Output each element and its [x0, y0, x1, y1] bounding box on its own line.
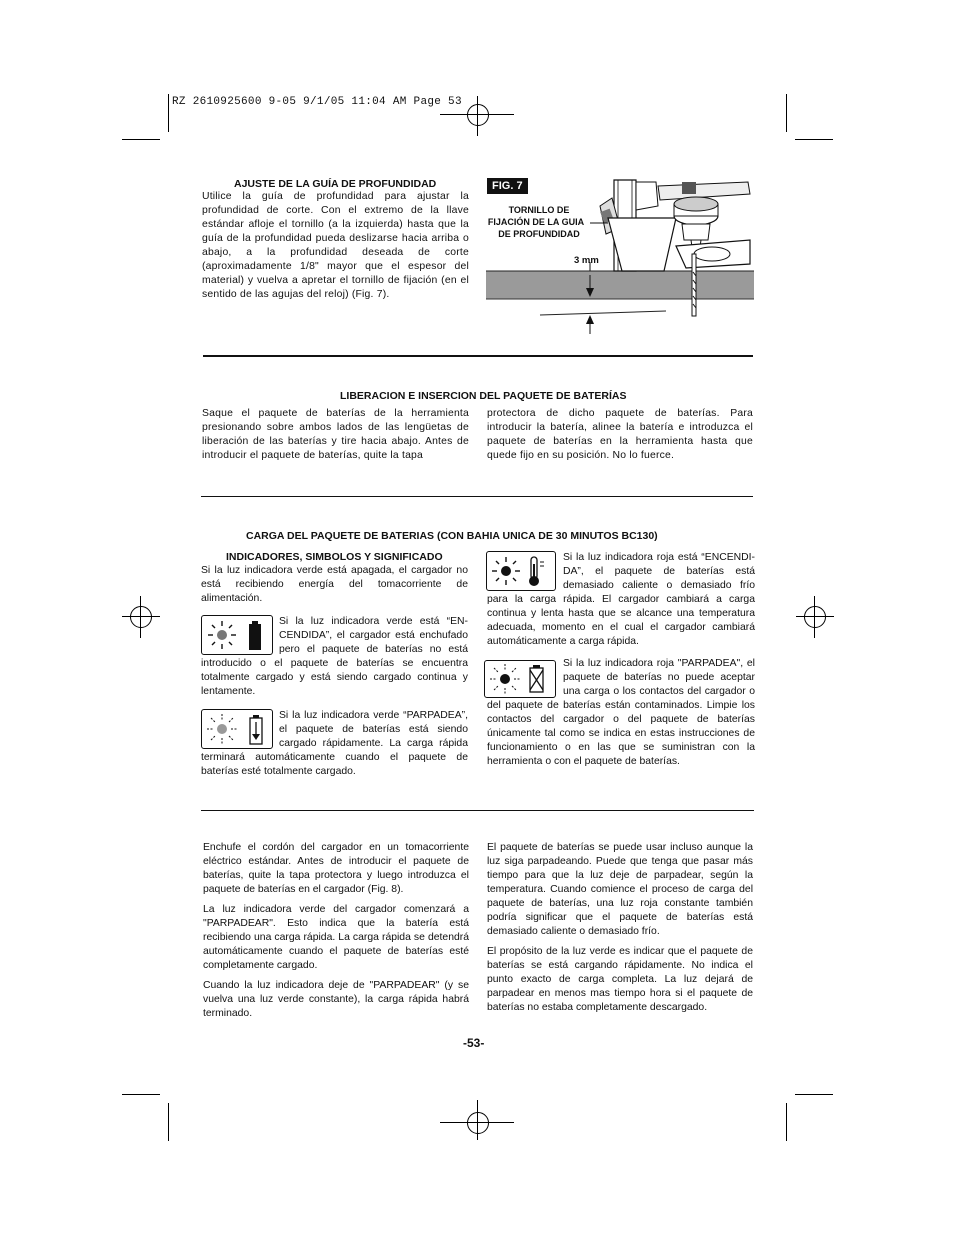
red-on-text: [487, 551, 755, 649]
registration-mark: [467, 1112, 489, 1134]
crop-mark: [795, 139, 833, 140]
release-right-column: protectora de dicho paquete de baterías. Para introducir la batería, alinee la batería e introduzca el paquete de baterías en la herramienta hasta que quede fijo en su posición. No lo fuerce.: [487, 408, 753, 461]
green-blink-description: Si la luz indicadora verde “PARPADEA”, el paquete de baterías está siendo cargado rápidamente. La carga rápida terminará automáticamente cuando el paquete de baterías esté totalmente cargado.: [201, 710, 468, 777]
section-divider: [201, 810, 754, 811]
green-on-description: Si la luz indicadora verde está “EN-CENDIDA”, el cargador está enchufado pero el paquete de baterías no está introducido o el paquete de baterías se encuentra totalmente cargado y está siendo cargado continua y lentamente.: [201, 616, 468, 697]
screw-label-line-1: TORNILLO DE: [508, 205, 570, 215]
release-heading: LIBERACION E INSERCION DEL PAQUETE DE BATERÍAS: [340, 390, 627, 402]
page-number: -53-: [463, 1036, 485, 1050]
print-slug: RZ 2610925600 9-05 9/1/05 11:04 AM Page 53: [172, 96, 462, 108]
crop-mark: [786, 94, 787, 132]
screw-label-line-3: DE PROFUNDIDAD: [498, 229, 580, 239]
paragraph: El propósito de la luz verde es indicar que el paquete de baterías se está cargando rápidamente. No indica el punto exacto de carga completa. La luz dejará de parpadear en menos mas tiempo hora si el paquete de baterías no estaba completamente descargado.: [487, 946, 753, 1013]
bottom-left-column: [203, 841, 469, 1021]
paragraph: La luz indicadora verde del cargador comenzará a "PARPADEAR". Esto indica que la batería está recibiendo una carga rápida. La carga rápida se detendrá automáticamente cuando el paquete de baterías esté completamente cargado.: [203, 904, 469, 971]
charge-heading: CARGA DEL PAQUETE DE BATERIAS (CON BAHIA UNICA DE 30 MINUTOS BC130): [246, 530, 658, 542]
red-blink-text: [487, 657, 755, 769]
crop-mark: [786, 1103, 787, 1141]
paragraph: El paquete de baterías se puede usar incluso aunque la luz siga parpadeando. Puede que tenga que pasar más tiempo para que la luz deje de parpadear, según la temperatura. Cuando comience el proceso de carga del paquete de baterías, una luz roja constante también podría significar que el paquete de baterías está demasiado caliente o demasiado frío.: [487, 842, 753, 937]
indicators-subheading: INDICADORES, SIMBOLOS Y SIGNIFICADO: [226, 551, 443, 563]
green-blink-text: [201, 709, 468, 779]
registration-mark: [804, 606, 826, 628]
green-off-text: Si la luz indicadora verde está apagada, el cargador no está recibiendo energía del tomacorriente de alimentación.: [201, 565, 468, 604]
figure-label: FIG. 7: [487, 178, 528, 194]
section-divider: [201, 496, 753, 497]
red-blink-description: Si la luz indicadora roja "PARPADEA", el paquete de baterías no puede aceptar una carga o los contactos del cargador o del paquete de baterías están contaminados. Limpie los contactos del cargador o del paquete de baterías únicamente tal como se indica en estas instrucciones de funcionamiento o en las que se suministran con la herramienta o con el paquete de baterías.: [487, 658, 755, 767]
crop-mark: [168, 1103, 169, 1141]
paragraph: Cuando la luz indicadora deje de "PARPADEAR" (y se vuelva una luz verde constante), la carga rápida habrá terminado.: [203, 980, 469, 1019]
crop-mark: [168, 94, 169, 132]
section-divider: [203, 355, 753, 357]
screw-label-line-2: FIJACIÓN DE LA GUIA: [487, 217, 585, 227]
crop-mark: [122, 1094, 160, 1095]
release-left-column: Saque el paquete de baterías de la herramienta presionando sobre ambos lados de las lengüetas de liberación de las baterías y tire hacia abajo. Antes de introducir el paquete de baterías, quite la tapa: [202, 408, 469, 461]
depth-body: Utilice la guía de profundidad para ajustar la profundidad de corte. Con el extremo de la llave estándar afloje el tornillo (a la izquierda) hasta que la guía de la profundidad pueda deslizarse hacia arriba o abajo, a la profundidad deseada de corte (aproximadamente 1/8" mayor que el espesor del material) y vuelva a apretar el tornillo de fijación (en el sentido de las agujas del reloj) (Fig. 7).: [202, 191, 469, 300]
green-on-text: [201, 615, 468, 699]
router-depth-diagram: [486, 176, 754, 336]
red-on-description: Si la luz indicadora roja está “ENCENDI-DA”, el paquete de baterías está demasiado caliente o demasiado frío para la carga rápida. El cargador cambiará a carga continua y lenta hasta que se alcance una temperatura adecuada, momento en el cual el cargador cambiará automáticamente a carga rápida.: [487, 552, 755, 647]
depth-heading: AJUSTE DE LA GUÍA DE PROFUNDIDAD: [234, 178, 437, 190]
registration-mark: [130, 606, 152, 628]
registration-mark: [467, 104, 489, 126]
paragraph: Enchufe el cordón del cargador en un tomacorriente eléctrico estándar. Antes de introducir el paquete de baterías, quite la tapa protectora y luego introduzca el paquete de baterías en el cargador (Fig. 8).: [203, 842, 469, 895]
bottom-right-column: [487, 841, 753, 1015]
crop-mark: [122, 139, 160, 140]
measure-label: 3 mm: [574, 255, 599, 266]
crop-mark: [795, 1094, 833, 1095]
